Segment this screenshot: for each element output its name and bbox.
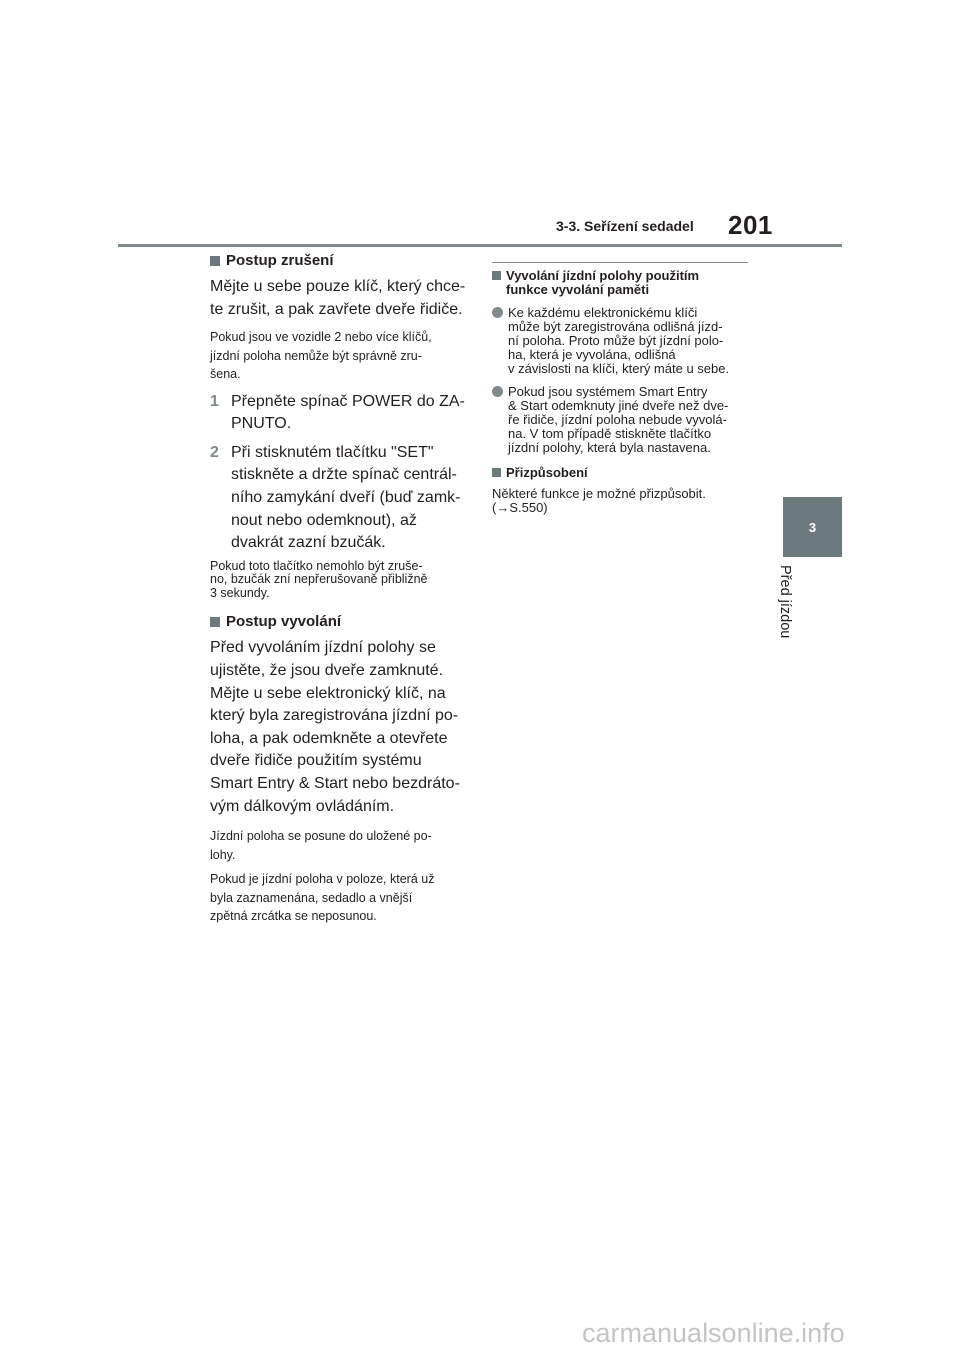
text-line: zpětná zrcátka se neposunou. xyxy=(210,909,377,924)
square-bullet-icon xyxy=(210,256,220,266)
text-line: Při stisknutém tlačítku "SET" xyxy=(231,443,434,461)
recall-heading xyxy=(210,613,470,630)
chapter-label-wrap xyxy=(777,565,807,655)
text-line: ního zamykání dveří (buď zamk- xyxy=(231,489,461,507)
bullet-text xyxy=(508,306,729,376)
text-line: v závislosti na klíči, který máte u sebe. xyxy=(508,361,730,376)
text-line: ní poloha. Proto může být jízdní polo- xyxy=(508,333,724,348)
memory-bullet-1 xyxy=(492,306,750,376)
step-text xyxy=(231,391,470,436)
memory-bullet-2 xyxy=(492,385,750,455)
recall-note xyxy=(210,827,470,864)
chapter-number: 3 xyxy=(808,519,817,535)
page-reference: (→S.550) xyxy=(492,500,548,515)
text-line: PNUTO. xyxy=(231,415,292,433)
text-line: vým dálkovým ovládáním. xyxy=(210,797,395,815)
recall-paragraph xyxy=(210,637,470,818)
custom-paragraph xyxy=(492,487,750,515)
text-line: Před vyvoláním jízdní polohy se xyxy=(210,639,436,657)
text-line: Mějte u sebe elektronický klíč, na xyxy=(210,684,446,702)
circle-bullet-icon xyxy=(492,307,503,318)
cancel-heading xyxy=(210,252,470,269)
chapter-label: Před jízdou xyxy=(777,565,793,639)
cancel-note xyxy=(210,328,470,384)
text-line: Pokud toto tlačítko nemohlo být zruše- xyxy=(210,558,423,573)
custom-heading xyxy=(492,466,750,480)
text-line: může být zaregistrována odlišná jízd- xyxy=(508,319,723,334)
recall-note-2 xyxy=(210,870,470,926)
text-line: lohy. xyxy=(210,847,236,862)
text-line: Ke každému elektronickému klíči xyxy=(508,305,698,320)
cancel-heading-text: Postup zrušení xyxy=(226,252,334,269)
circle-bullet-icon xyxy=(492,386,503,397)
text-line: Pokud jsou ve vozidle 2 nebo více klíčů, xyxy=(210,330,432,345)
custom-heading-text: Přizpůsobení xyxy=(506,465,588,480)
memory-heading xyxy=(492,269,750,297)
text-line: ře řidiče, jízdní poloha nebude vyvolá- xyxy=(508,412,727,427)
column-rule xyxy=(492,262,748,263)
square-bullet-icon xyxy=(210,617,220,627)
text-line: Smart Entry & Start nebo bezdráto- xyxy=(210,774,460,792)
cancel-paragraph xyxy=(210,276,470,321)
header-rule xyxy=(118,244,842,247)
chapter-tab xyxy=(783,497,842,557)
text-line: Jízdní poloha se posune do uložené po- xyxy=(210,829,432,844)
right-column xyxy=(492,262,750,515)
text-line: šena. xyxy=(210,367,241,382)
text-line: který byla zaregistrována jízdní po- xyxy=(210,707,459,725)
text-line: Pokud je jízdní poloha v poloze, která už xyxy=(210,872,435,887)
memory-heading-text xyxy=(506,269,699,297)
step-text xyxy=(231,442,470,555)
text-line: Pokud jsou systémem Smart Entry xyxy=(508,384,708,399)
text-line: funkce vyvolání paměti xyxy=(506,282,650,297)
step-number: 2 xyxy=(210,443,219,461)
step-1 xyxy=(210,391,470,436)
text-line: Vyvolání jízdní polohy použitím xyxy=(506,268,700,283)
square-bullet-icon xyxy=(492,468,501,477)
watermark: carmanualsonline.info xyxy=(582,1318,845,1348)
bullet-text xyxy=(508,385,728,455)
text-line: dvakrát zazní bzučák. xyxy=(231,534,386,552)
text-line: no, bzučák zní nepřerušovaně přibližně xyxy=(210,572,428,587)
text-line: na. V tom případě stiskněte tlačítko xyxy=(508,426,712,441)
text-line: loha, a pak odemkněte a otevřete xyxy=(210,729,448,747)
left-column xyxy=(210,252,470,926)
text-line: nout nebo odemknout), až xyxy=(231,511,417,529)
page-number: 201 xyxy=(728,210,773,240)
text-line: Přepněte spínač POWER do ZA- xyxy=(231,392,465,410)
text-line: ha, která je vyvolána, odlišná xyxy=(508,347,676,362)
text-line: ujistěte, že jsou dveře zamknuté. xyxy=(210,661,444,679)
text-line: & Start odemknuty jiné dveře než dve- xyxy=(508,398,729,413)
text-line: Některé funkce je možné přizpůsobit. xyxy=(492,486,706,501)
text-line: jízdní poloha nemůže být správně zru- xyxy=(210,348,422,363)
recall-heading-text: Postup vyvolání xyxy=(226,613,342,631)
text-line: Mějte u sebe pouze klíč, který chce- xyxy=(210,278,466,295)
text-line: dveře řidiče použitím systému xyxy=(210,752,422,770)
square-bullet-icon xyxy=(492,271,501,280)
text-line: byla zaznamenána, sedadlo a vnější xyxy=(210,890,413,905)
section-title: 3-3. Seřízení sedadel xyxy=(556,218,694,234)
text-line: stiskněte a držte spínač centrál- xyxy=(231,466,457,484)
cancel-note-2 xyxy=(210,560,470,601)
step-2 xyxy=(210,442,470,555)
text-line: 3 sekundy. xyxy=(210,585,270,600)
text-line: jízdní polohy, která byla nastavena. xyxy=(508,440,711,455)
step-number: 1 xyxy=(210,392,219,410)
text-line: te zrušit, a pak zavřete dveře řidiče. xyxy=(210,300,463,318)
